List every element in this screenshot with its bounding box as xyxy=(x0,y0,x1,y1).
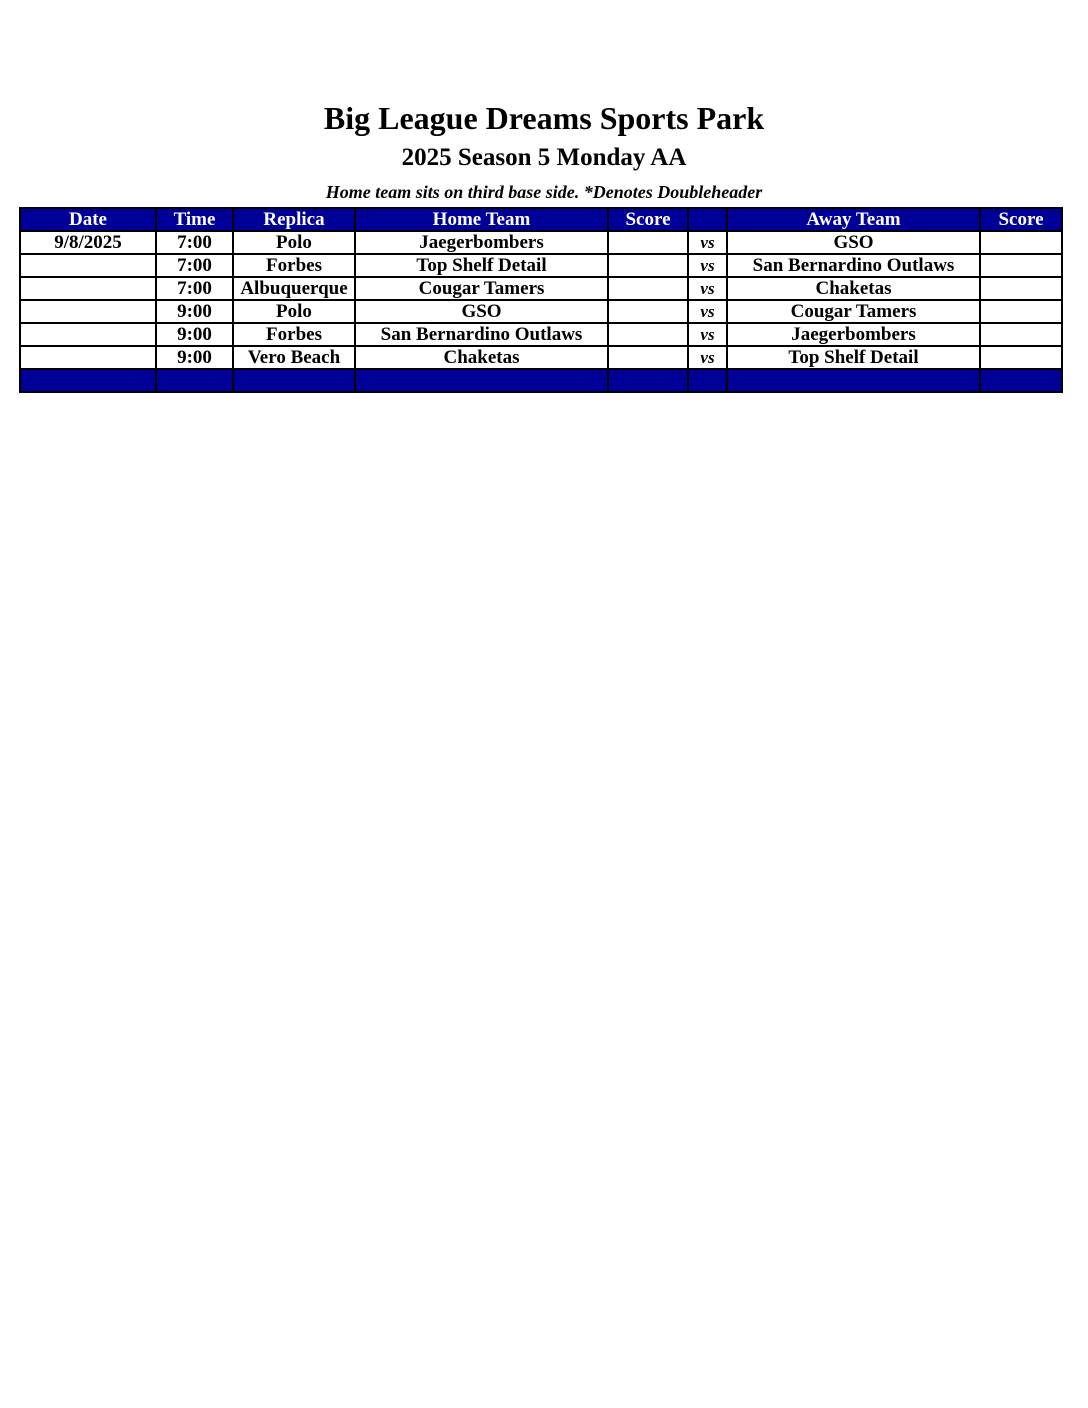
away-team-cell: Jaegerbombers xyxy=(727,323,980,346)
away-score-cell xyxy=(980,277,1062,300)
footer-cell xyxy=(688,369,727,392)
page-subtitle: 2025 Season 5 Monday AA xyxy=(401,144,687,171)
home-score-cell xyxy=(608,254,688,277)
table-row xyxy=(20,346,1062,369)
away-score-cell xyxy=(980,231,1062,254)
column-header-away-score: Score xyxy=(980,208,1062,231)
away-team-cell: GSO xyxy=(727,231,980,254)
table-footer-bar xyxy=(20,369,1062,392)
vs-cell: vs xyxy=(688,254,727,277)
home-score-cell xyxy=(608,323,688,346)
footer-cell xyxy=(20,369,156,392)
schedule-table xyxy=(19,207,1063,393)
vs-cell: vs xyxy=(688,323,727,346)
page-title: Big League Dreams Sports Park xyxy=(323,100,765,136)
away-score-cell xyxy=(980,323,1062,346)
home-team-cell: Jaegerbombers xyxy=(355,231,608,254)
away-score-cell xyxy=(980,254,1062,277)
vs-cell: vs xyxy=(688,346,727,369)
footer-cell xyxy=(608,369,688,392)
column-header-home-score: Score xyxy=(608,208,688,231)
column-header-replica: Replica xyxy=(233,208,355,231)
table-row xyxy=(20,231,1062,254)
time-cell: 7:00 xyxy=(156,254,233,277)
home-score-cell xyxy=(608,277,688,300)
column-header-time: Time xyxy=(156,208,233,231)
date-cell xyxy=(20,346,156,369)
column-header-vs xyxy=(688,208,727,231)
home-score-cell xyxy=(608,346,688,369)
replica-cell: Forbes xyxy=(233,254,355,277)
footer-cell xyxy=(727,369,980,392)
time-cell: 9:00 xyxy=(156,300,233,323)
away-team-cell: Chaketas xyxy=(727,277,980,300)
footer-cell xyxy=(233,369,355,392)
time-cell: 7:00 xyxy=(156,231,233,254)
away-score-cell xyxy=(980,346,1062,369)
date-cell: 9/8/2025 xyxy=(20,231,156,254)
schedule-note: Home team sits on third base side. *Denotes Doubleheader xyxy=(325,182,763,202)
home-score-cell xyxy=(608,300,688,323)
date-cell xyxy=(20,300,156,323)
table-header-row xyxy=(20,208,1062,231)
home-team-cell: San Bernardino Outlaws xyxy=(355,323,608,346)
date-cell xyxy=(20,277,156,300)
footer-cell xyxy=(355,369,608,392)
table-row xyxy=(20,300,1062,323)
table-row xyxy=(20,277,1062,300)
column-header-away-team: Away Team xyxy=(727,208,980,231)
vs-cell: vs xyxy=(688,231,727,254)
away-team-cell: Top Shelf Detail xyxy=(727,346,980,369)
time-cell: 9:00 xyxy=(156,346,233,369)
away-score-cell xyxy=(980,300,1062,323)
replica-cell: Albuquerque xyxy=(233,277,355,300)
home-team-cell: Chaketas xyxy=(355,346,608,369)
home-score-cell xyxy=(608,231,688,254)
column-header-home-team: Home Team xyxy=(355,208,608,231)
column-header-date: Date xyxy=(20,208,156,231)
home-team-cell: Top Shelf Detail xyxy=(355,254,608,277)
replica-cell: Forbes xyxy=(233,323,355,346)
replica-cell: Polo xyxy=(233,300,355,323)
time-cell: 9:00 xyxy=(156,323,233,346)
table-row xyxy=(20,323,1062,346)
home-team-cell: GSO xyxy=(355,300,608,323)
away-team-cell: San Bernardino Outlaws xyxy=(727,254,980,277)
time-cell: 7:00 xyxy=(156,277,233,300)
date-cell xyxy=(20,254,156,277)
replica-cell: Vero Beach xyxy=(233,346,355,369)
vs-cell: vs xyxy=(688,277,727,300)
footer-cell xyxy=(980,369,1062,392)
home-team-cell: Cougar Tamers xyxy=(355,277,608,300)
date-cell xyxy=(20,323,156,346)
away-team-cell: Cougar Tamers xyxy=(727,300,980,323)
replica-cell: Polo xyxy=(233,231,355,254)
footer-cell xyxy=(156,369,233,392)
table-row xyxy=(20,254,1062,277)
vs-cell: vs xyxy=(688,300,727,323)
